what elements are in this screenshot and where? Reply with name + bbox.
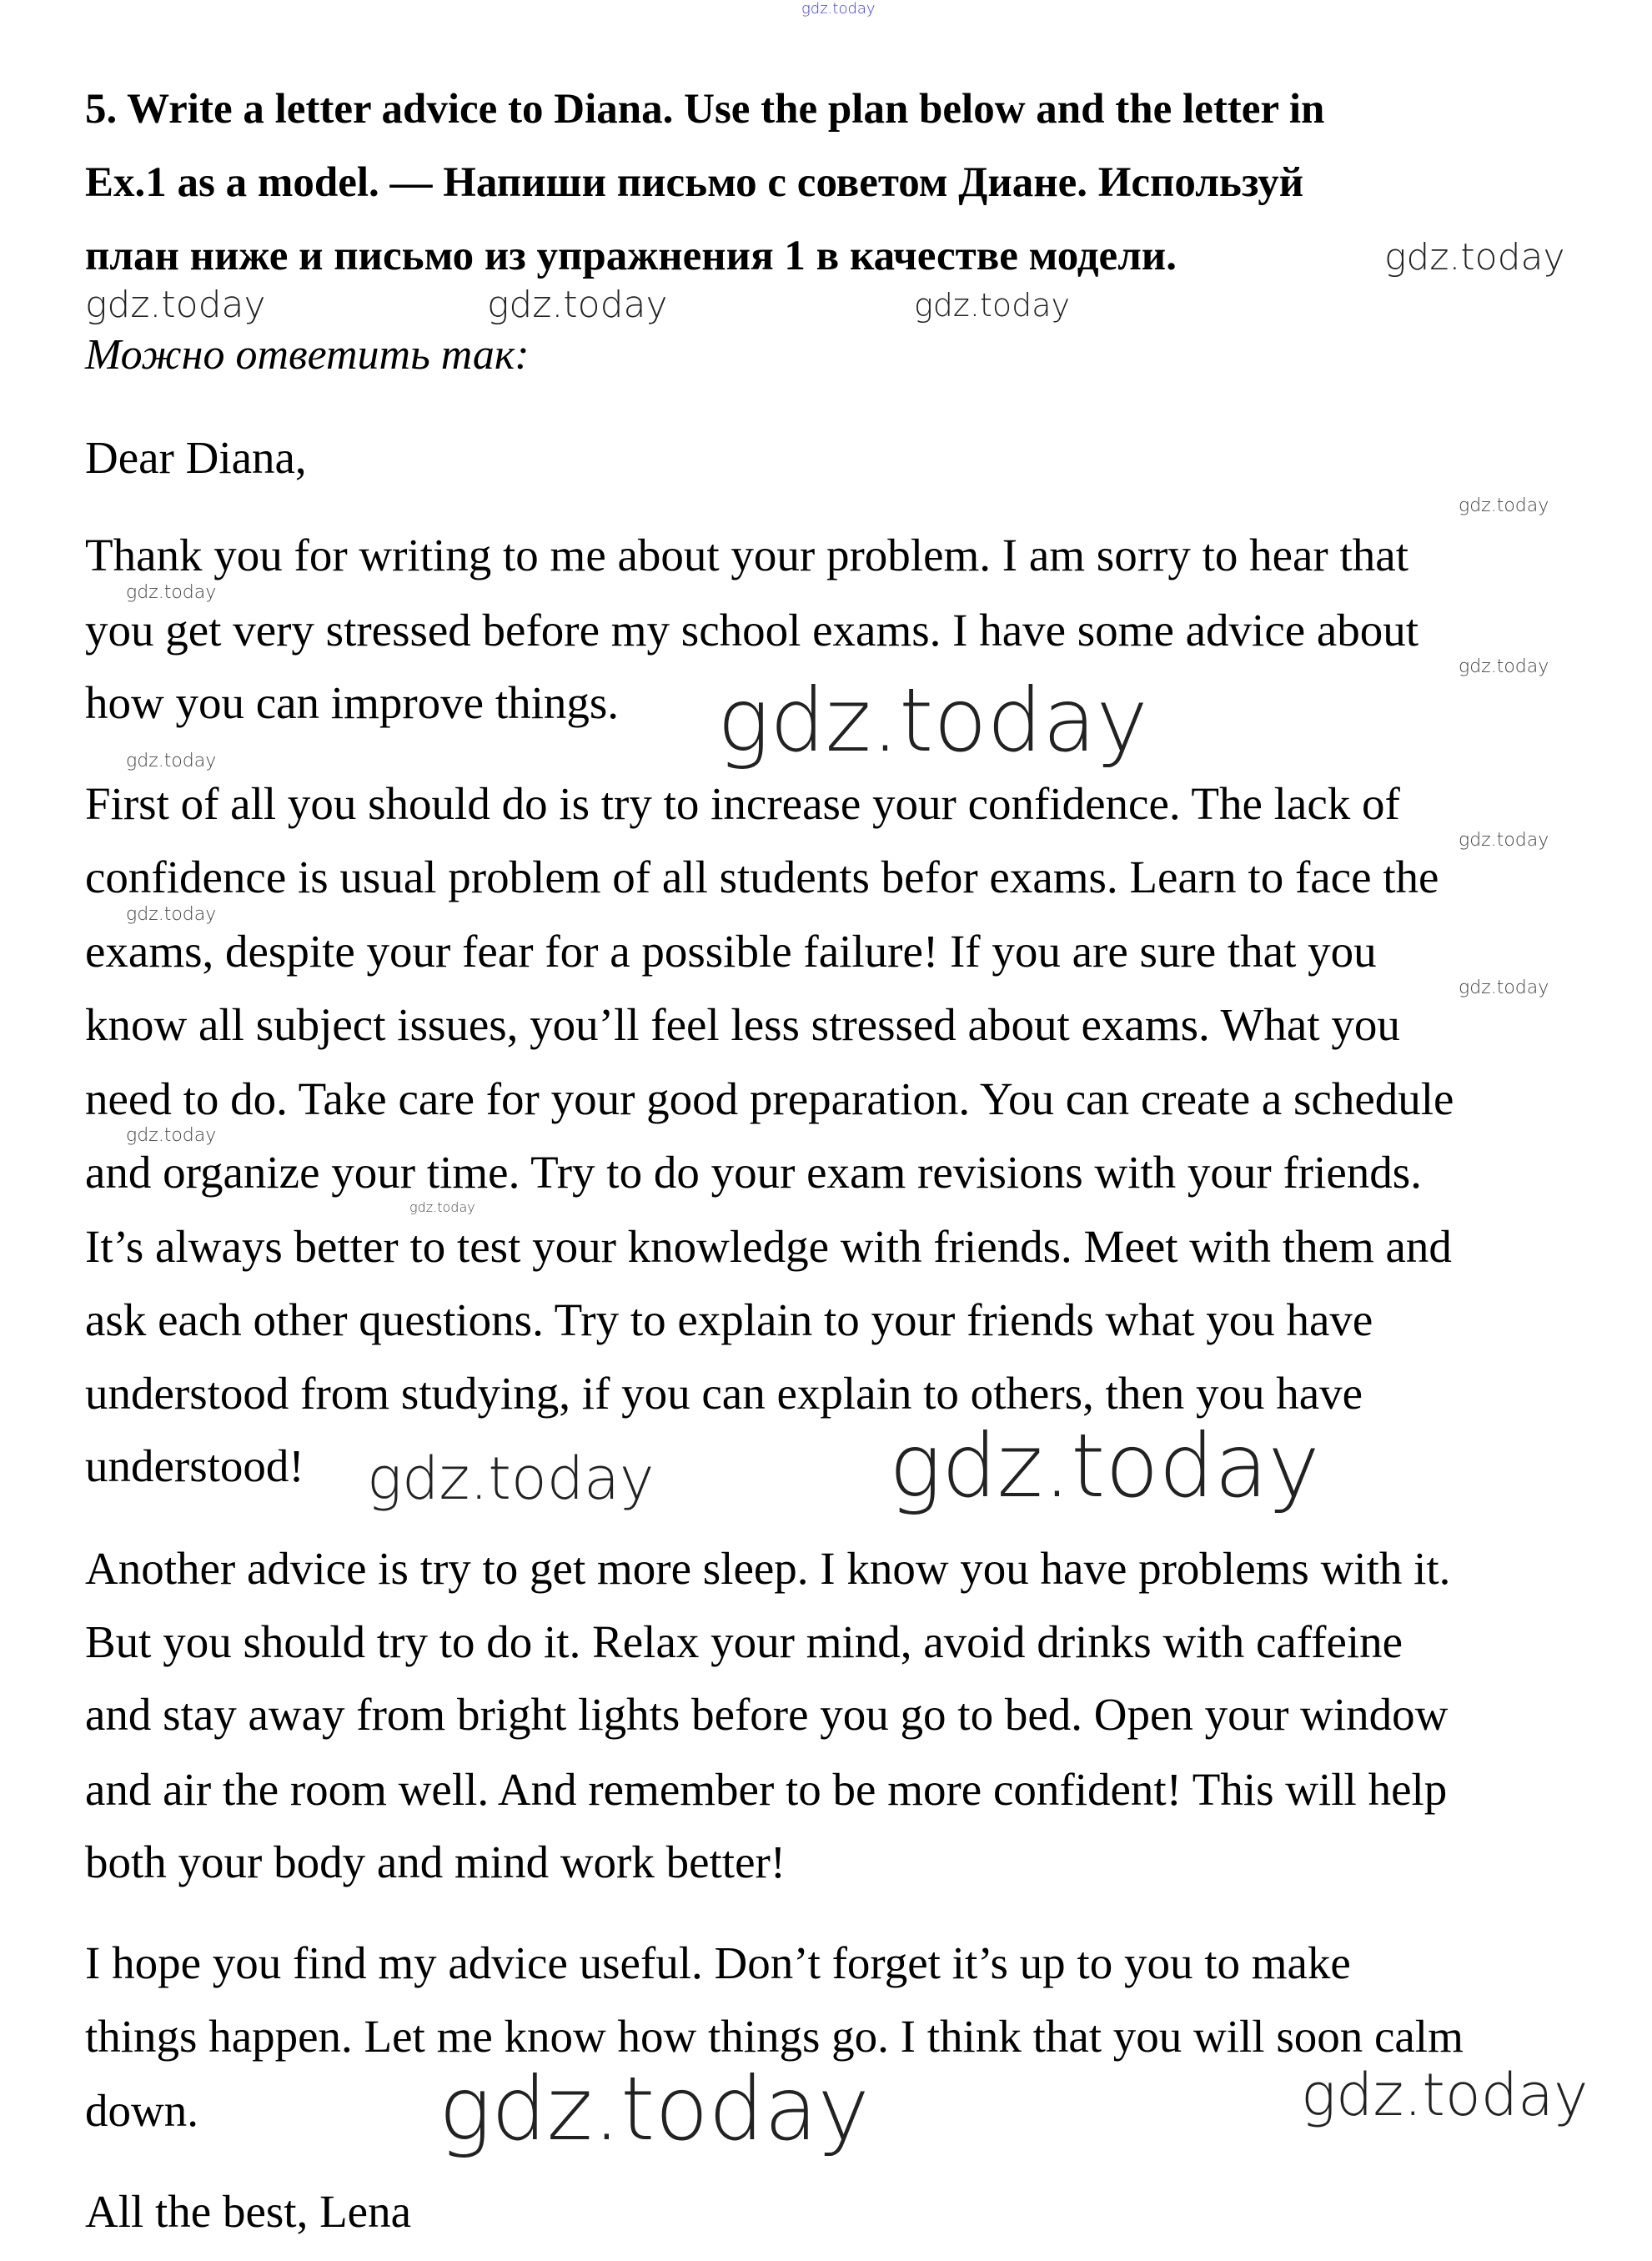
watermark: gdz.today [487, 284, 668, 326]
text-line: down. [85, 2085, 198, 2136]
text-line: But you should try to do it. Relax your mind, avoid drinks with caffeine [85, 1616, 1403, 1667]
text-line: and air the room well. And remember to be more confident! This will help [85, 1764, 1448, 1815]
watermark: gdz.today [126, 751, 217, 771]
text-line: Another advice is try to get more sleep. I know you have problems with it. [85, 1543, 1451, 1594]
text-line: need to do. Take care for your good preparation. You can create a schedule [85, 1073, 1454, 1124]
watermark: gdz.today [367, 1445, 655, 1513]
watermark: gdz.today [914, 287, 1070, 324]
watermark: gdz.today [1384, 236, 1565, 279]
text-line: both your body and mind work better! [85, 1836, 786, 1887]
watermark: gdz.today [1301, 2061, 1589, 2129]
text-line: and stay away from bright lights before you go to bed. Open your window [85, 1689, 1449, 1740]
text-line: how you can improve things. [85, 677, 620, 728]
text-line: First of all you should do is try to increase your confidence. The lack of [85, 778, 1400, 829]
text-line: know all subject issues, you’ll feel less stressed about exams. What you [85, 999, 1400, 1050]
watermark: gdz.today [126, 1125, 217, 1146]
text-line: It’s always better to test your knowledge with friends. Meet with them and [85, 1221, 1452, 1272]
watermark: gdz.today [439, 2058, 870, 2160]
watermark: gdz.today [85, 284, 266, 326]
text-line: you get very stressed before my school exams. I have some advice about [85, 605, 1419, 656]
text-line: understood from studying, if you can explain to others, then you have [85, 1368, 1363, 1419]
watermark: gdz.today [801, 0, 876, 18]
text-line: ask each other questions. Try to explain to your friends what you have [85, 1294, 1373, 1345]
watermark: gdz.today [126, 582, 217, 603]
greeting: Dear Diana, [85, 432, 307, 483]
watermark: gdz.today [1459, 830, 1549, 851]
text-line: exams, despite your fear for a possible failure! If you are sure that you [85, 926, 1377, 977]
watermark: gdz.today [1459, 656, 1549, 677]
watermark: gdz.today [889, 1415, 1320, 1517]
text-line: things happen. Let me know how things go. I think that you will soon calm [85, 2011, 1464, 2062]
signoff: All the best, Lena [85, 2186, 411, 2237]
heading-line: Ex.1 as a model. — Напиши письмо с советом Диане. Используй [85, 159, 1304, 206]
watermark: gdz.today [126, 904, 217, 925]
heading-line: 5. Write a letter advice to Diana. Use the plan below and the letter in [85, 86, 1325, 133]
intro-text: Можно ответить так: [85, 331, 530, 379]
text-line: I hope you find my advice useful. Don’t forget it’s up to you to make [85, 1937, 1351, 1988]
watermark: gdz.today [1459, 977, 1549, 998]
watermark: gdz.today [717, 670, 1148, 771]
text-line: Thank you for writing to me about your problem. I am sorry to hear that [85, 530, 1408, 580]
text-line: understood! [85, 1440, 304, 1491]
text-line: and organize your time. Try to do your exam revisions with your friends. [85, 1147, 1422, 1198]
text-line: confidence is usual problem of all students befor exams. Learn to face the [85, 852, 1439, 902]
heading-line: план ниже и письмо из упражнения 1 в качестве модели. [85, 233, 1177, 279]
watermark: gdz.today [1459, 495, 1549, 516]
watermark: gdz.today [409, 1199, 475, 1215]
